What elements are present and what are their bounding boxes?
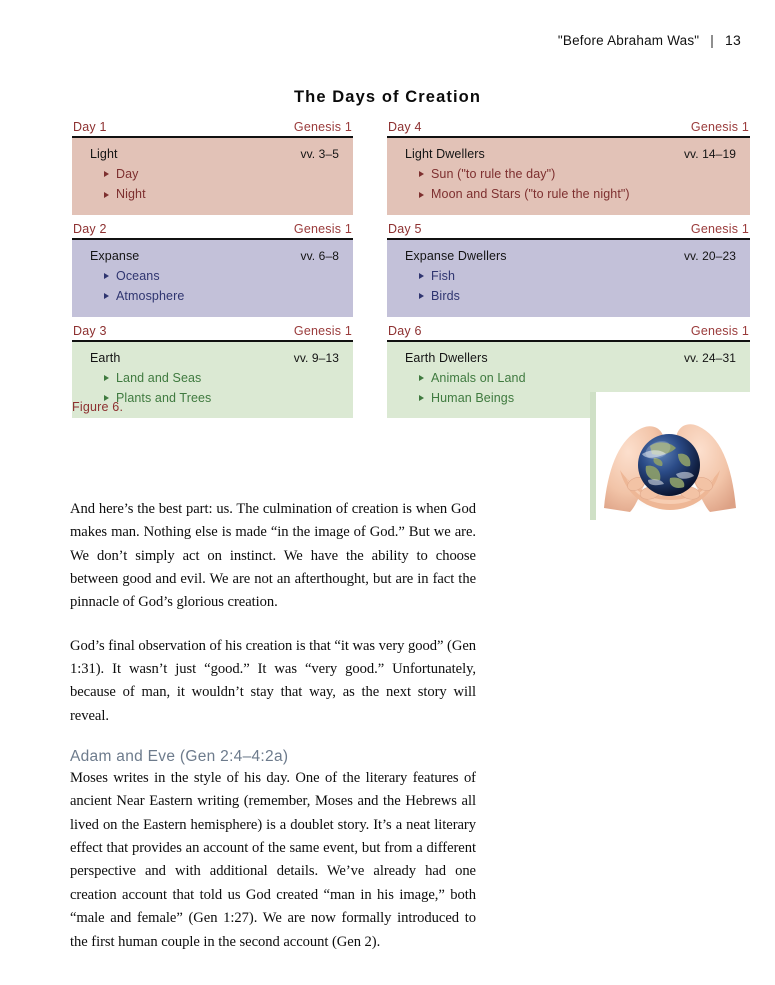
day-item-list xyxy=(405,266,740,307)
list-item-label: Fish xyxy=(431,268,456,283)
day-verses: vv. 14–19 xyxy=(683,147,736,161)
list-item-label: Sun ("to rule the day") xyxy=(431,167,556,181)
day-header-5 xyxy=(387,222,750,240)
header-separator: | xyxy=(710,33,715,48)
day-verses: vv. 24–31 xyxy=(683,350,736,365)
list-item xyxy=(104,286,343,306)
list-item xyxy=(104,368,343,388)
triangle-bullet-icon xyxy=(419,273,424,279)
day-verses: vv. 20–23 xyxy=(683,248,736,263)
day-reference: Genesis 1 xyxy=(293,323,352,338)
triangle-bullet-icon xyxy=(419,293,424,299)
day-verses: vv. 3–5 xyxy=(300,147,339,161)
list-item-label: Moon and Stars ("to rule the night") xyxy=(431,187,630,202)
list-item-label: Night xyxy=(116,187,146,202)
day-topic: Light xyxy=(90,147,118,161)
day-item-list xyxy=(405,164,740,205)
day-reference: Genesis 1 xyxy=(690,221,749,236)
day-header-4 xyxy=(387,120,750,138)
day-header-3 xyxy=(72,324,353,342)
day-topic: Earth xyxy=(90,350,121,365)
list-item xyxy=(419,368,740,388)
hands-holding-earth-photo xyxy=(590,392,750,520)
day-body-1 xyxy=(72,138,353,215)
day-item-list xyxy=(90,266,343,307)
list-item-label: Plants and Trees xyxy=(116,390,212,405)
triangle-bullet-icon xyxy=(104,293,109,299)
day-topic: Earth Dwellers xyxy=(405,350,488,365)
list-item-label: Day xyxy=(116,167,139,181)
running-title: "Before Abraham Was" xyxy=(557,33,700,48)
day-label: Day 2 xyxy=(73,221,107,236)
triangle-bullet-icon xyxy=(104,273,109,279)
days-of-creation-table xyxy=(72,120,750,425)
triangle-bullet-icon xyxy=(419,395,424,401)
list-item xyxy=(419,266,740,286)
day-label: Day 6 xyxy=(388,323,422,338)
triangle-bullet-icon xyxy=(419,171,424,177)
list-item-label: Birds xyxy=(431,289,460,304)
body-text-column xyxy=(70,498,476,954)
figure-caption: Figure 6. xyxy=(72,400,124,414)
running-header xyxy=(558,32,741,48)
list-item xyxy=(419,184,740,204)
paragraph-2: God’s final observation of his creation is that “it was very good” (Gen 1:31). It wasn’t just “good.” It was “very good.” Unfortunately, because of man, it wouldn’t stay that way, as the next story will reveal. xyxy=(70,637,476,724)
day-header-6 xyxy=(387,324,750,342)
day-header-1 xyxy=(72,120,353,138)
day-topic: Light Dwellers xyxy=(405,147,485,161)
list-item xyxy=(104,184,343,204)
day-cell-2 xyxy=(72,222,353,317)
paragraph-3: Moses writes in the style of his day. One of the literary features of ancient Near Eastern writing (remember, Moses and the Hebrews all lived on the Eastern hemisphere) is a doublet story. It’s a neat literary effect that provides an account of the same event, but from a different perspective and with additional details. We’ve already had one creation account that told us God created “man in his image,” both “male and female” (Gen 1:27). We are now formally introduced to the first human couple in the second account (Gen 2). xyxy=(70,770,476,950)
day-topic: Expanse Dwellers xyxy=(405,248,507,263)
day-item-list xyxy=(90,164,343,205)
day-cell-1 xyxy=(72,120,353,215)
day-item-list xyxy=(90,368,343,409)
day-body-5 xyxy=(387,240,750,317)
day-reference: Genesis 1 xyxy=(690,323,749,338)
list-item-label: Human Beings xyxy=(431,390,515,405)
list-item xyxy=(419,164,740,184)
day-label: Day 1 xyxy=(73,120,107,134)
triangle-bullet-icon xyxy=(104,192,109,198)
triangle-bullet-icon xyxy=(419,192,424,198)
day-header-2 xyxy=(72,222,353,240)
paragraph-1: And here’s the best part: us. The culmination of creation is when God makes man. Nothing else is made “in the image of God.” But we are. We don’t simply act on instinct. We have the ability to choose between good and evil. We are not an afterthought, but are in fact the pinnacle of God’s glorious creation. xyxy=(70,501,476,611)
day-cell-5 xyxy=(387,222,750,317)
day-cell-4 xyxy=(387,120,750,215)
day-label: Day 4 xyxy=(388,120,422,134)
day-body-2 xyxy=(72,240,353,317)
list-item-label: Atmosphere xyxy=(116,289,185,304)
figure-title: The Days of Creation xyxy=(293,88,482,106)
triangle-bullet-icon xyxy=(104,375,109,381)
list-item xyxy=(419,286,740,306)
list-item xyxy=(104,266,343,286)
photo-artwork xyxy=(590,392,750,520)
day-topic: Expanse xyxy=(90,248,140,263)
list-item xyxy=(104,388,343,408)
list-item-label: Oceans xyxy=(116,268,160,283)
day-verses: vv. 6–8 xyxy=(300,248,339,263)
triangle-bullet-icon xyxy=(419,375,424,381)
triangle-bullet-icon xyxy=(104,171,109,177)
page-number: 13 xyxy=(725,32,741,48)
day-verses: vv. 9–13 xyxy=(293,350,339,365)
day-reference: Genesis 1 xyxy=(293,120,352,134)
day-reference: Genesis 1 xyxy=(293,221,352,236)
day-label: Day 5 xyxy=(388,221,422,236)
section-heading-adam-and-eve: Adam and Eve (Gen 2:4–4:2a) xyxy=(70,748,289,766)
list-item xyxy=(104,164,343,184)
list-item-label: Animals on Land xyxy=(431,370,526,385)
day-label: Day 3 xyxy=(73,323,107,338)
day-body-4 xyxy=(387,138,750,215)
list-item-label: Land and Seas xyxy=(116,370,202,385)
day-reference: Genesis 1 xyxy=(690,120,749,134)
